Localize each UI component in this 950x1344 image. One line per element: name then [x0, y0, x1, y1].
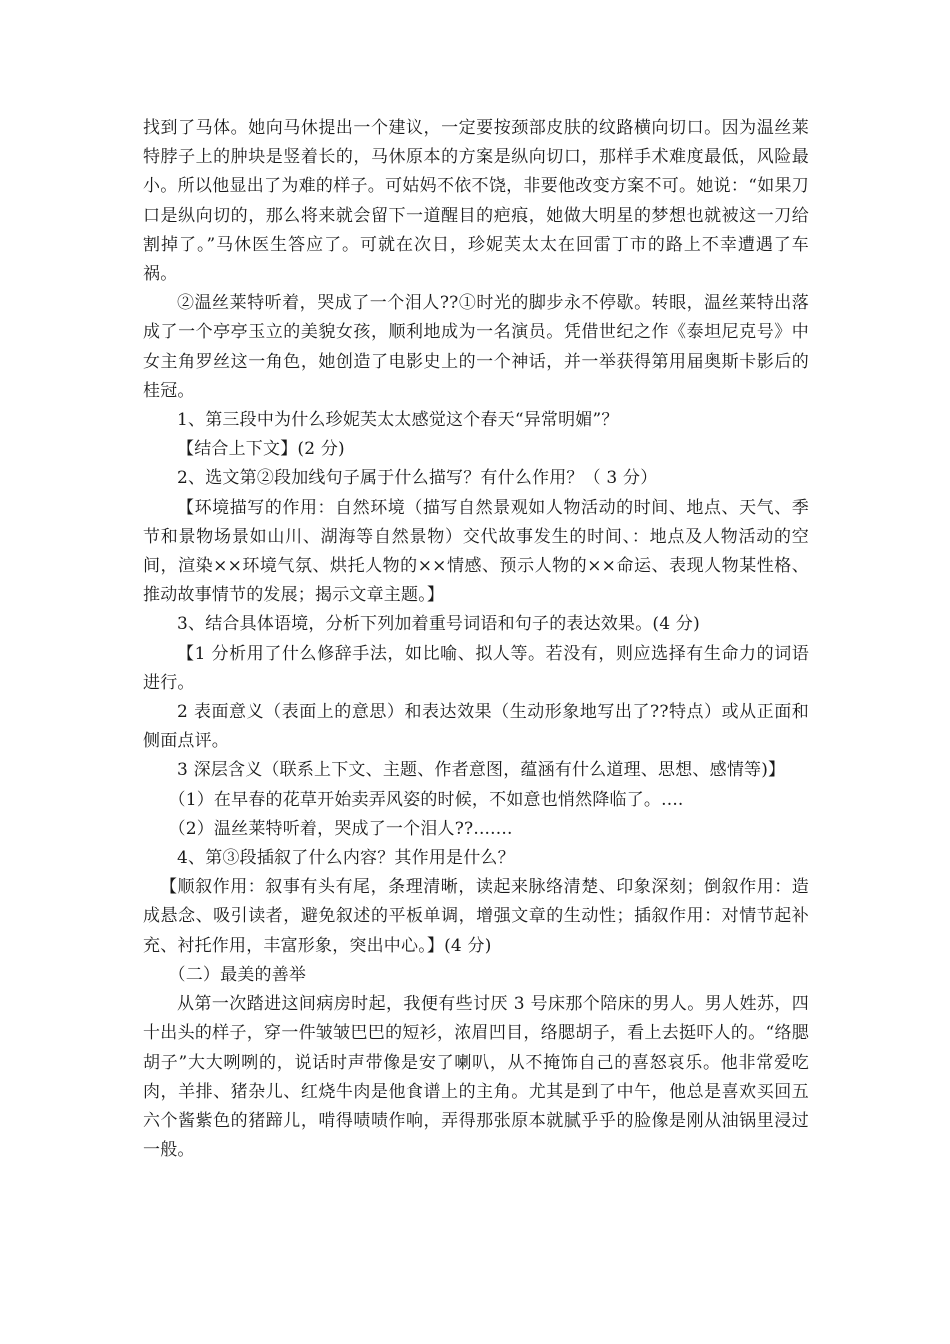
paragraph-continuation: 找到了马体。她向马休提出一个建议，一定要按颈部皮肤的纹路横向切口。因为温丝莱特脖子上的肿块是竖着长的，马休原本的方案是纵向切口，那样手术难度最低，风险最小。所以他显出了为难的样子。可姑妈不依不饶，非要他改变方案不可。她说：“如果刀口是纵向切的，那么将来就会留下一道醒目的疤痕，她做大明星的梦想也就被这一刀给割掉了。”马休医生答应了。可就在次日，珍妮芙太太在回雷丁市的路上不幸遭遇了车祸。 — [143, 118, 809, 285]
answer-hint-3b: 2 表面意义（表面上的意思）和表达效果（生动形象地写出了??特点）或从正面和侧面点评。 — [143, 702, 809, 752]
document-page — [143, 114, 809, 1165]
answer-hint-4: 【顺叙作用：叙事有头有尾，条理清晰，读起来脉络清楚、印象深刻；倒叙作用：造成悬念、吸引读者，避免叙述的平板单调，增强文章的生动性；插叙作用：对情节起补充、衬托作用，丰富形象，突出中心。】(4 分) — [143, 877, 809, 956]
sub-question-2: （2）温丝莱特听着，哭成了一个泪人??....... — [168, 818, 513, 839]
paragraph-story-new: 从第一次踏进这间病房时起，我便有些讨厌 3 号床那个陪床的男人。男人姓苏，四十出头的样子，穿一件皱皱巴巴的短衫，浓眉凹目，络腮胡子，看上去挺吓人的。“络腮胡子”大大咧咧的，说话时声带像是安了喇叭，从不掩饰自己的喜怒哀乐。他非常爱吃肉，羊排、猪杂儿、红烧牛肉是他食谱上的主角。尤其是到了中午，他总是喜欢买回五六个酱紫色的猪蹄儿，啃得啧啧作响，弄得那张原本就腻乎乎的脸像是刚从油锅里浸过一般。 — [143, 994, 809, 1161]
section-title: （二）最美的善举 — [168, 964, 307, 985]
question-3: 3、结合具体语境，分析下列加着重号词语和句子的表达效果。(4 分) — [177, 614, 700, 635]
question-4: 4、第③段插叙了什么内容？其作用是什么？ — [177, 848, 515, 869]
question-1: 1、第三段中为什么珍妮芙太太感觉这个春天“异常明媚”？ — [177, 410, 619, 431]
answer-hint-2: 【环境描写的作用：自然环境（描写自然景观如人物活动的时间、地点、天气、季节和景物场景如山川、湖海等自然景物）交代故事发生的时间、：地点及人物活动的空间，渲染××环境气氛、烘托人物的××情感、预示人物的××命运、表现人物某性格、推动故事情节的发展；揭示文章主题。】 — [143, 497, 809, 606]
answer-hint-3a: 【1 分析用了什么修辞手法，如比喻、拟人等。若没有，则应选择有生命力的词语进行。 — [143, 643, 809, 693]
sub-question-1: （1）在早春的花草开始卖弄风姿的时候，不如意也悄然降临了。.... — [168, 789, 684, 810]
answer-hint-3c: 3 深层含义（联系上下文、主题、作者意图，蕴涵有什么道理、思想、感情等)】 — [177, 760, 786, 781]
question-2: 2、选文第②段加线句子属于什么描写？有什么作用？（ 3 分） — [177, 468, 658, 489]
paragraph-story-2: ②温丝莱特听着，哭成了一个泪人??①时光的脚步永不停歇。转眼，温丝莱特出落成了一个亭亭玉立的美貌女孩，顺利地成为一名演员。凭借世纪之作《泰坦尼克号》中女主角罗丝这一角色，她创造了电影史上的一个神话，并一举获得第用届奥斯卡影后的桂冠。 — [143, 293, 809, 401]
answer-hint-1: 【结合上下文】(2 分) — [177, 439, 345, 460]
